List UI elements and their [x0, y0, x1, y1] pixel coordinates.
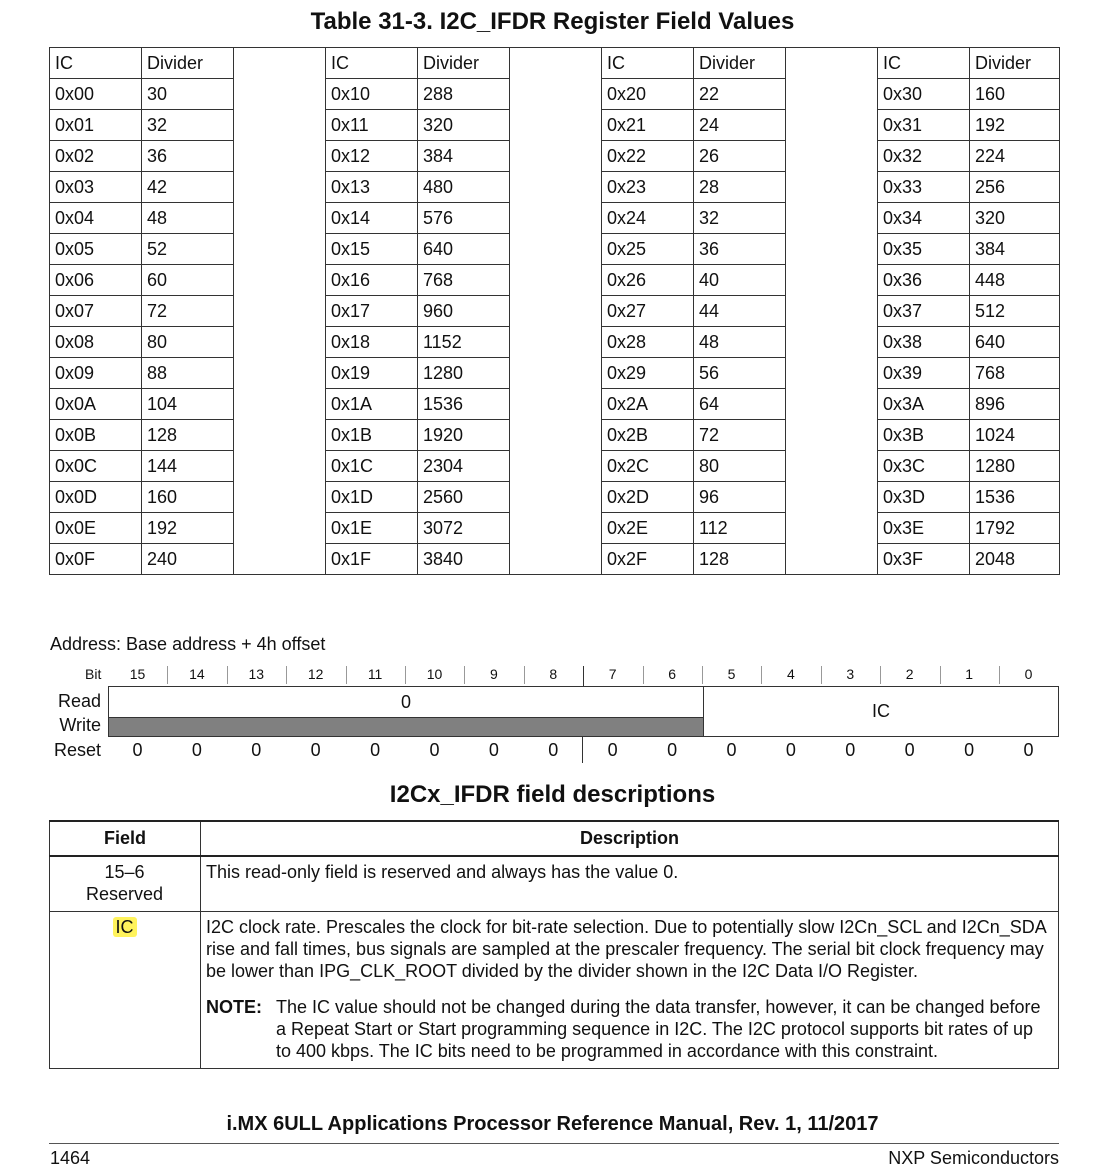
divider-value-cell: 112: [694, 513, 786, 544]
divider-value-cell: 40: [694, 265, 786, 296]
divider-value-cell: 42: [142, 172, 234, 203]
reset-value: 0: [488, 740, 499, 760]
divider-value-cell: 1792: [970, 513, 1060, 544]
ic-code-cell: 0x21: [602, 110, 694, 141]
divider-value-cell: 72: [142, 296, 234, 327]
reset-value: 0: [548, 740, 559, 760]
reset-value: 0: [607, 740, 618, 760]
divider-header: Divider: [418, 48, 510, 79]
divider-value-cell: 44: [694, 296, 786, 327]
column-spacer: [786, 358, 878, 389]
table-row: [50, 327, 1060, 358]
page-number: 1464: [50, 1148, 91, 1168]
ic-code-cell: 0x28: [602, 327, 694, 358]
ic-code-cell: 0x09: [50, 358, 142, 389]
divider-value-cell: 240: [142, 544, 234, 575]
reserved-write-cell: [108, 717, 704, 737]
divider-value-cell: 576: [418, 203, 510, 234]
table-row: [50, 389, 1060, 420]
column-spacer: [234, 48, 326, 79]
bit-number: 6: [668, 666, 676, 682]
column-spacer: [786, 141, 878, 172]
divider-value-cell: 384: [970, 234, 1060, 265]
footer-title: i.MX 6ULL Applications Processor Reference Manual, Rev. 1, 11/2017: [226, 1113, 879, 1135]
column-spacer: [234, 172, 326, 203]
divider-value-cell: 224: [970, 141, 1060, 172]
column-spacer: [510, 48, 602, 79]
divider-value-cell: 3072: [418, 513, 510, 544]
ic-code-cell: 0x2E: [602, 513, 694, 544]
divider-value-cell: 48: [142, 203, 234, 234]
column-spacer: [510, 234, 602, 265]
ic-code-cell: 0x1B: [326, 420, 418, 451]
bit-number: 5: [727, 666, 736, 682]
reset-label: Reset: [53, 740, 101, 760]
ic-code-cell: 0x3A: [878, 389, 970, 420]
column-spacer: [786, 327, 878, 358]
ic-code-cell: 0x33: [878, 172, 970, 203]
ic-code-cell: 0x2F: [602, 544, 694, 575]
divider-value-cell: 32: [142, 110, 234, 141]
column-spacer: [786, 265, 878, 296]
reset-value: 0: [370, 740, 381, 760]
ifdr-header-row: [50, 48, 1060, 79]
column-spacer: [234, 79, 326, 110]
column-spacer: [510, 420, 602, 451]
ic-code-cell: 0x3F: [878, 544, 970, 575]
table-row: [50, 420, 1060, 451]
divider-value-cell: 448: [970, 265, 1060, 296]
ic-code-cell: 0x0D: [50, 482, 142, 513]
divider-value-cell: 60: [142, 265, 234, 296]
divider-header: Divider: [142, 48, 234, 79]
column-spacer: [234, 141, 326, 172]
ic-code-cell: 0x12: [326, 141, 418, 172]
divider-value-cell: 640: [970, 327, 1060, 358]
ic-code-cell: 0x27: [602, 296, 694, 327]
divider-value-cell: 2048: [970, 544, 1060, 575]
ic-code-cell: 0x29: [602, 358, 694, 389]
footer-rule: [49, 1143, 1059, 1144]
bit-number: 15: [129, 666, 146, 682]
divider-value-cell: 960: [418, 296, 510, 327]
column-spacer: [234, 544, 326, 575]
ic-code-cell: 0x3B: [878, 420, 970, 451]
divider-value-cell: 48: [694, 327, 786, 358]
ic-code-cell: 0x22: [602, 141, 694, 172]
divider-value-cell: 192: [142, 513, 234, 544]
divider-value-cell: 480: [418, 172, 510, 203]
column-spacer: [786, 513, 878, 544]
divider-value-cell: 96: [694, 482, 786, 513]
description-cell: This read-only field is reserved and always has the value 0.: [201, 856, 1059, 912]
table-row: [50, 544, 1060, 575]
ic-code-cell: 0x0B: [50, 420, 142, 451]
divider-value-cell: 288: [418, 79, 510, 110]
column-spacer: [510, 358, 602, 389]
divider-value-cell: 128: [142, 420, 234, 451]
ic-description: I2C clock rate. Prescales the clock for bit-rate selection. Due to potentially slow I2Cn_SCL and I2Cn_SDA rise and fall times, bus signals are sampled at the prescaler frequency. The serial bit clock frequency may be lower than IPG_CLK_ROOT divided by the divider shown in the I2C Data I/O Register.: [206, 917, 1046, 981]
divider-header: Divider: [694, 48, 786, 79]
table-row: [50, 358, 1060, 389]
divider-value-cell: 2304: [418, 451, 510, 482]
ifdr-table-body: [50, 48, 1060, 575]
reserved-read-cell: [108, 686, 704, 717]
table-row: [50, 912, 1059, 1069]
column-spacer: [510, 203, 602, 234]
ic-code-cell: 0x04: [50, 203, 142, 234]
field-name: Reserved: [85, 884, 164, 904]
field-header: Field: [50, 821, 201, 856]
bit-number: 10: [426, 666, 443, 682]
reserved-value: 0: [400, 692, 411, 712]
ic-code-cell: 0x3C: [878, 451, 970, 482]
column-spacer: [234, 234, 326, 265]
bit-number: 9: [489, 666, 498, 682]
column-spacer: [510, 265, 602, 296]
divider-value-cell: 72: [694, 420, 786, 451]
column-spacer: [786, 172, 878, 203]
divider-value-cell: 80: [694, 451, 786, 482]
divider-value-cell: 22: [694, 79, 786, 110]
divider-value-cell: 1536: [418, 389, 510, 420]
read-label: Read: [57, 691, 101, 711]
reset-value: 0: [785, 740, 796, 760]
column-spacer: [510, 327, 602, 358]
divider-value-cell: 256: [970, 172, 1060, 203]
reset-value: 0: [429, 740, 440, 760]
divider-value-cell: 64: [694, 389, 786, 420]
bit-number: 14: [189, 666, 205, 682]
column-spacer: [234, 358, 326, 389]
bit-number: 1: [965, 666, 973, 682]
reset-value: 0: [310, 740, 321, 760]
table-row: [50, 482, 1060, 513]
bit-number: 12: [307, 666, 324, 682]
ic-code-cell: 0x1A: [326, 389, 418, 420]
divider-value-cell: 128: [694, 544, 786, 575]
ic-code-cell: 0x11: [326, 110, 418, 141]
reset-value: 0: [904, 740, 915, 760]
ic-code-cell: 0x00: [50, 79, 142, 110]
ic-code-cell: 0x2D: [602, 482, 694, 513]
divider-value-cell: 1920: [418, 420, 510, 451]
table-row: [50, 513, 1060, 544]
divider-value-cell: 768: [418, 265, 510, 296]
divider-value-cell: 192: [970, 110, 1060, 141]
table-row: [50, 203, 1060, 234]
table-row: [50, 110, 1060, 141]
ic-code-cell: 0x1F: [326, 544, 418, 575]
ic-code-cell: 0x2A: [602, 389, 694, 420]
divider-value-cell: 1536: [970, 482, 1060, 513]
ic-code-cell: 0x0A: [50, 389, 142, 420]
ic-code-cell: 0x32: [878, 141, 970, 172]
column-spacer: [234, 482, 326, 513]
divider-value-cell: 26: [694, 141, 786, 172]
column-spacer: [510, 451, 602, 482]
field-descriptions-table: [49, 820, 1059, 1069]
divider-value-cell: 320: [418, 110, 510, 141]
vendor-name: NXP Semiconductors: [888, 1148, 1059, 1168]
ic-code-cell: 0x25: [602, 234, 694, 265]
note-block: [206, 996, 1052, 1062]
column-spacer: [234, 110, 326, 141]
ic-field-cell: [703, 686, 1059, 737]
note-text: The IC value should not be changed during the data transfer, however, it can be changed before a Repeat Start or Start programming sequence in I2C. The I2C protocol supports bit rates of up to 400 kbps. The IC bits need to be programmed in accordance with this constraint.: [276, 997, 1041, 1061]
divider-value-cell: 3840: [418, 544, 510, 575]
register-address: Address: Base address + 4h offset: [50, 634, 326, 654]
description-cell: [201, 912, 1059, 1069]
ic-header: IC: [326, 48, 418, 79]
ic-code-cell: 0x0F: [50, 544, 142, 575]
table-row: [50, 141, 1060, 172]
description-header: Description: [201, 821, 1059, 856]
divider-value-cell: 104: [142, 389, 234, 420]
column-spacer: [786, 48, 878, 79]
ic-code-cell: 0x06: [50, 265, 142, 296]
column-spacer: [234, 203, 326, 234]
column-spacer: [234, 420, 326, 451]
column-spacer: [786, 451, 878, 482]
ic-code-cell: 0x01: [50, 110, 142, 141]
divider-value-cell: 30: [142, 79, 234, 110]
ifdr-values-table: [49, 47, 1060, 575]
column-spacer: [510, 389, 602, 420]
divider-value-cell: 1024: [970, 420, 1060, 451]
ic-code-cell: 0x23: [602, 172, 694, 203]
divider-value-cell: 56: [694, 358, 786, 389]
ic-code-cell: 0x37: [878, 296, 970, 327]
reset-value: 0: [191, 740, 202, 760]
divider-value-cell: 320: [970, 203, 1060, 234]
ic-code-cell: 0x2B: [602, 420, 694, 451]
ic-code-cell: 0x35: [878, 234, 970, 265]
table-row: [50, 451, 1060, 482]
divider-value-cell: 52: [142, 234, 234, 265]
column-spacer: [510, 544, 602, 575]
bit-number: 7: [608, 666, 617, 682]
bit-label: Bit: [85, 666, 102, 682]
ic-code-cell: 0x16: [326, 265, 418, 296]
divider-value-cell: 2560: [418, 482, 510, 513]
column-spacer: [510, 141, 602, 172]
ic-code-cell: 0x08: [50, 327, 142, 358]
divider-value-cell: 28: [694, 172, 786, 203]
divider-value-cell: 36: [142, 141, 234, 172]
table-title: Table 31-3. I2C_IFDR Register Field Values: [310, 8, 795, 35]
ic-code-cell: 0x3D: [878, 482, 970, 513]
divider-value-cell: 896: [970, 389, 1060, 420]
bit-number: 11: [367, 666, 383, 682]
ic-code-cell: 0x36: [878, 265, 970, 296]
table-row: [50, 296, 1060, 327]
field-bits: 15–6: [104, 862, 145, 882]
column-spacer: [786, 389, 878, 420]
ic-header: IC: [878, 48, 970, 79]
column-spacer: [234, 265, 326, 296]
ic-code-cell: 0x05: [50, 234, 142, 265]
field-cell: [50, 912, 201, 1069]
write-label: Write: [59, 715, 101, 735]
column-spacer: [786, 110, 878, 141]
ic-code-cell: 0x34: [878, 203, 970, 234]
ic-code-cell: 0x19: [326, 358, 418, 389]
column-spacer: [510, 172, 602, 203]
bit-number: 3: [846, 666, 855, 682]
reset-value: 0: [964, 740, 975, 760]
divider-value-cell: 640: [418, 234, 510, 265]
table-row: [50, 234, 1060, 265]
ic-code-cell: 0x39: [878, 358, 970, 389]
divider-value-cell: 384: [418, 141, 510, 172]
ic-code-cell: 0x15: [326, 234, 418, 265]
divider-value-cell: 1152: [418, 327, 510, 358]
bit-number: 4: [786, 666, 795, 682]
ic-header: IC: [50, 48, 142, 79]
reset-value: 0: [845, 740, 856, 760]
ic-code-cell: 0x1E: [326, 513, 418, 544]
reset-value: 0: [132, 740, 143, 760]
ic-code-cell: 0x38: [878, 327, 970, 358]
column-spacer: [510, 79, 602, 110]
bit-number: 2: [905, 666, 914, 682]
table-row: [50, 172, 1060, 203]
table-row: [50, 79, 1060, 110]
bit-number: 8: [549, 666, 558, 682]
reset-value: 0: [251, 740, 262, 760]
divider-value-cell: 768: [970, 358, 1060, 389]
divider-value-cell: 144: [142, 451, 234, 482]
column-spacer: [510, 296, 602, 327]
divider-value-cell: 36: [694, 234, 786, 265]
bit-number: 0: [1024, 666, 1033, 682]
column-spacer: [510, 482, 602, 513]
divider-value-cell: 24: [694, 110, 786, 141]
reset-value: 0: [667, 740, 678, 760]
ic-code-cell: 0x30: [878, 79, 970, 110]
column-spacer: [234, 296, 326, 327]
divider-header: Divider: [970, 48, 1060, 79]
ic-code-cell: 0x20: [602, 79, 694, 110]
ic-code-cell: 0x2C: [602, 451, 694, 482]
field-name-highlighted: IC: [113, 917, 137, 937]
column-spacer: [786, 234, 878, 265]
ic-code-cell: 0x1C: [326, 451, 418, 482]
ic-code-cell: 0x24: [602, 203, 694, 234]
reset-value: 0: [726, 740, 737, 760]
ic-code-cell: 0x26: [602, 265, 694, 296]
column-spacer: [786, 544, 878, 575]
ic-code-cell: 0x31: [878, 110, 970, 141]
ic-code-cell: 0x0E: [50, 513, 142, 544]
column-spacer: [786, 420, 878, 451]
divider-value-cell: 80: [142, 327, 234, 358]
ic-code-cell: 0x02: [50, 141, 142, 172]
column-spacer: [510, 110, 602, 141]
bit-number: 13: [248, 666, 265, 682]
field-cell: [50, 856, 201, 912]
column-spacer: [786, 482, 878, 513]
ic-code-cell: 0x1D: [326, 482, 418, 513]
table-row: [50, 265, 1060, 296]
divider-value-cell: 1280: [970, 451, 1060, 482]
divider-value-cell: 88: [142, 358, 234, 389]
ic-code-cell: 0x07: [50, 296, 142, 327]
table-row: [50, 856, 1059, 912]
column-spacer: [510, 513, 602, 544]
ic-code-cell: 0x10: [326, 79, 418, 110]
ic-code-cell: 0x0C: [50, 451, 142, 482]
reset-value: 0: [1023, 740, 1034, 760]
divider-value-cell: 1280: [418, 358, 510, 389]
ic-code-cell: 0x3E: [878, 513, 970, 544]
ic-code-cell: 0x03: [50, 172, 142, 203]
column-spacer: [786, 203, 878, 234]
column-spacer: [234, 327, 326, 358]
column-spacer: [786, 79, 878, 110]
divider-value-cell: 32: [694, 203, 786, 234]
column-spacer: [234, 513, 326, 544]
divider-value-cell: 512: [970, 296, 1060, 327]
ic-code-cell: 0x14: [326, 203, 418, 234]
ic-header: IC: [602, 48, 694, 79]
field-descriptions-title: I2Cx_IFDR field descriptions: [389, 781, 716, 808]
divider-value-cell: 160: [142, 482, 234, 513]
note-label: NOTE:: [206, 997, 262, 1017]
ic-code-cell: 0x13: [326, 172, 418, 203]
ic-code-cell: 0x18: [326, 327, 418, 358]
column-spacer: [234, 389, 326, 420]
divider-value-cell: 160: [970, 79, 1060, 110]
column-spacer: [234, 451, 326, 482]
ic-field-label: IC: [872, 701, 890, 721]
ic-code-cell: 0x17: [326, 296, 418, 327]
column-spacer: [786, 296, 878, 327]
